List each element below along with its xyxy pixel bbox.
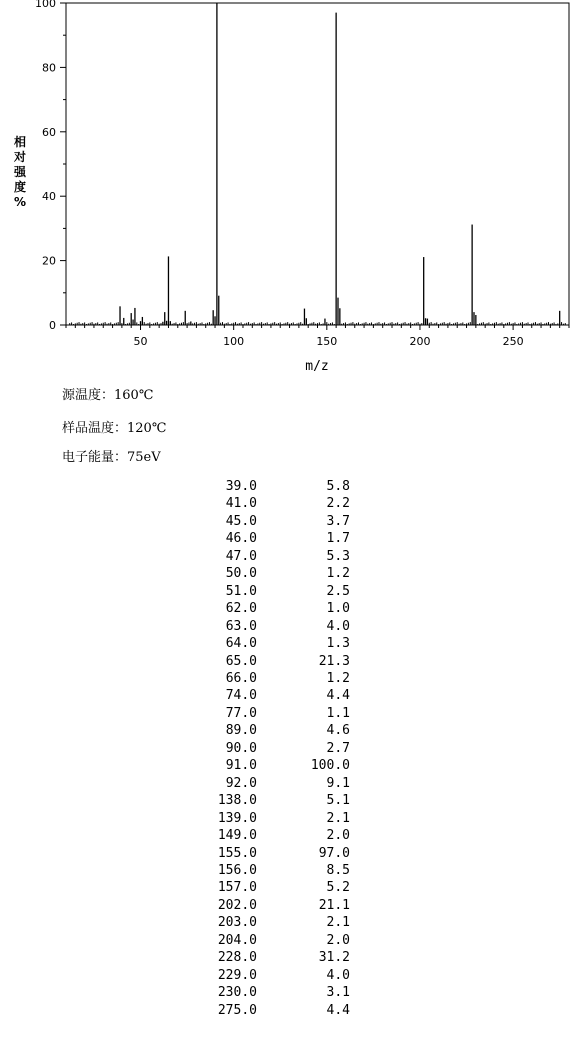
table-row — [200, 757, 350, 774]
abundance-cell: 3.1 — [326, 985, 350, 1001]
table-row — [200, 530, 350, 547]
mz-cell: 92.0 — [225, 775, 257, 791]
peak-bars — [120, 3, 560, 325]
source-temperature-label: 源温度： — [62, 388, 115, 403]
table-row — [200, 722, 350, 739]
x-tick-label: 50 — [133, 335, 148, 348]
abundance-cell: 4.4 — [326, 1002, 350, 1018]
mz-cell: 66.0 — [225, 670, 257, 686]
abundance-cell: 4.0 — [326, 967, 350, 983]
table-row — [200, 775, 350, 792]
abundance-cell: 5.2 — [326, 880, 350, 896]
mz-cell: 203.0 — [217, 915, 257, 931]
table-row — [200, 862, 350, 879]
table-row — [200, 478, 350, 495]
abundance-cell: 2.1 — [326, 810, 350, 826]
mz-cell: 74.0 — [225, 688, 257, 704]
mz-cell: 64.0 — [225, 636, 257, 652]
abundance-cell: 4.0 — [326, 618, 350, 634]
abundance-cell: 100.0 — [310, 758, 350, 774]
mz-cell: 63.0 — [225, 618, 257, 634]
mz-cell: 230.0 — [217, 985, 257, 1001]
abundance-cell: 2.7 — [326, 740, 350, 756]
mz-cell: 65.0 — [225, 653, 257, 669]
abundance-cell: 2.0 — [326, 828, 350, 844]
y-axis-label — [13, 134, 27, 209]
plot-frame — [66, 3, 569, 325]
table-row — [200, 932, 350, 949]
abundance-cell: 1.1 — [326, 705, 350, 721]
abundance-cell: 4.4 — [326, 688, 350, 704]
electron-energy-label: 电子能量： — [62, 450, 128, 465]
table-row — [200, 705, 350, 722]
x-tick-label: 150 — [316, 335, 338, 348]
abundance-cell: 5.3 — [326, 548, 350, 564]
table-row — [200, 949, 350, 966]
y-tick-label: 0 — [49, 319, 56, 332]
abundance-cell: 21.1 — [318, 897, 350, 913]
table-row — [200, 513, 350, 530]
sample-temperature-label: 样品温度： — [62, 421, 128, 436]
mz-cell: 41.0 — [225, 496, 257, 512]
mz-cell: 204.0 — [217, 932, 257, 948]
mz-cell: 51.0 — [225, 583, 257, 599]
mz-cell: 275.0 — [217, 1002, 257, 1018]
table-row — [200, 1002, 350, 1019]
table-row — [200, 653, 350, 670]
abundance-cell: 3.7 — [326, 513, 350, 529]
y-tick-label: 60 — [42, 125, 56, 139]
table-row — [200, 792, 350, 809]
mz-cell: 156.0 — [217, 862, 257, 878]
mz-cell: 89.0 — [225, 723, 257, 739]
mz-cell: 228.0 — [217, 950, 257, 966]
y-tick-label: 100 — [35, 0, 56, 10]
mz-cell: 149.0 — [217, 828, 257, 844]
mz-cell: 39.0 — [225, 479, 257, 494]
abundance-cell: 5.8 — [326, 479, 350, 494]
mz-cell: 45.0 — [225, 513, 257, 529]
mz-cell: 229.0 — [217, 967, 257, 983]
table-row — [200, 618, 350, 635]
y-tick-label: 80 — [42, 61, 56, 75]
mz-cell: 155.0 — [217, 845, 257, 861]
mz-cell: 90.0 — [225, 740, 257, 756]
mz-cell: 47.0 — [225, 548, 257, 564]
table-row — [200, 827, 350, 844]
mz-cell: 202.0 — [217, 897, 257, 913]
y-axis-label-char: % — [13, 195, 27, 209]
table-row — [200, 914, 350, 931]
abundance-cell: 8.5 — [326, 862, 350, 878]
mz-cell: 91.0 — [225, 758, 257, 774]
abundance-cell: 97.0 — [318, 845, 350, 861]
table-row — [200, 984, 350, 1001]
source-temperature — [62, 384, 153, 403]
mz-cell: 50.0 — [225, 566, 257, 582]
table-row — [200, 879, 350, 896]
y-axis-label-char: 相 — [13, 135, 27, 149]
abundance-cell: 2.2 — [326, 496, 350, 512]
mass-spectrum-chart — [0, 0, 570, 380]
abundance-cell: 2.0 — [326, 932, 350, 948]
table-row — [200, 810, 350, 827]
abundance-cell: 1.2 — [326, 670, 350, 686]
source-temperature-value: 160℃ — [114, 388, 154, 403]
y-tick-label: 40 — [42, 190, 56, 204]
mz-cell: 62.0 — [225, 601, 257, 617]
x-tick-label: 100 — [223, 335, 245, 348]
table-row — [200, 670, 350, 687]
mz-cell: 138.0 — [217, 793, 257, 809]
mz-cell: 139.0 — [217, 810, 257, 826]
y-axis-label-char: 对 — [13, 150, 27, 164]
table-row — [200, 635, 350, 652]
table-row — [200, 583, 350, 600]
table-row — [200, 548, 350, 565]
x-tick-label: 250 — [502, 335, 524, 348]
sample-temperature — [62, 417, 166, 436]
abundance-cell: 31.2 — [318, 950, 350, 966]
y-axis — [35, 0, 66, 332]
abundance-cell: 2.1 — [326, 915, 350, 931]
x-axis-label: m/z — [305, 359, 329, 374]
abundance-cell: 4.6 — [326, 723, 350, 739]
abundance-cell: 1.0 — [326, 601, 350, 617]
table-row — [200, 565, 350, 582]
table-row — [200, 845, 350, 862]
table-row — [200, 687, 350, 704]
x-tick-label: 200 — [409, 335, 431, 348]
table-row — [200, 495, 350, 512]
electron-energy-value: 75eV — [127, 450, 161, 465]
mz-cell: 157.0 — [217, 880, 257, 896]
abundance-cell: 1.3 — [326, 636, 350, 652]
electron-energy — [62, 446, 161, 465]
sample-temperature-value: 120℃ — [127, 421, 167, 436]
peak-table — [200, 478, 350, 1019]
table-row — [200, 600, 350, 617]
y-axis-label-char: 强 — [13, 165, 27, 179]
table-row — [200, 967, 350, 984]
abundance-cell: 1.7 — [326, 531, 350, 547]
abundance-cell: 5.1 — [326, 793, 350, 809]
abundance-cell: 9.1 — [326, 775, 350, 791]
x-axis — [66, 325, 569, 348]
abundance-cell: 2.5 — [326, 583, 350, 599]
table-row — [200, 897, 350, 914]
abundance-cell: 21.3 — [318, 653, 350, 669]
minor-peaks — [70, 322, 566, 325]
mz-cell: 46.0 — [225, 531, 257, 547]
table-row — [200, 740, 350, 757]
y-tick-label: 20 — [42, 254, 56, 268]
abundance-cell: 1.2 — [326, 566, 350, 582]
mz-cell: 77.0 — [225, 705, 257, 721]
y-axis-label-char: 度 — [13, 180, 27, 194]
